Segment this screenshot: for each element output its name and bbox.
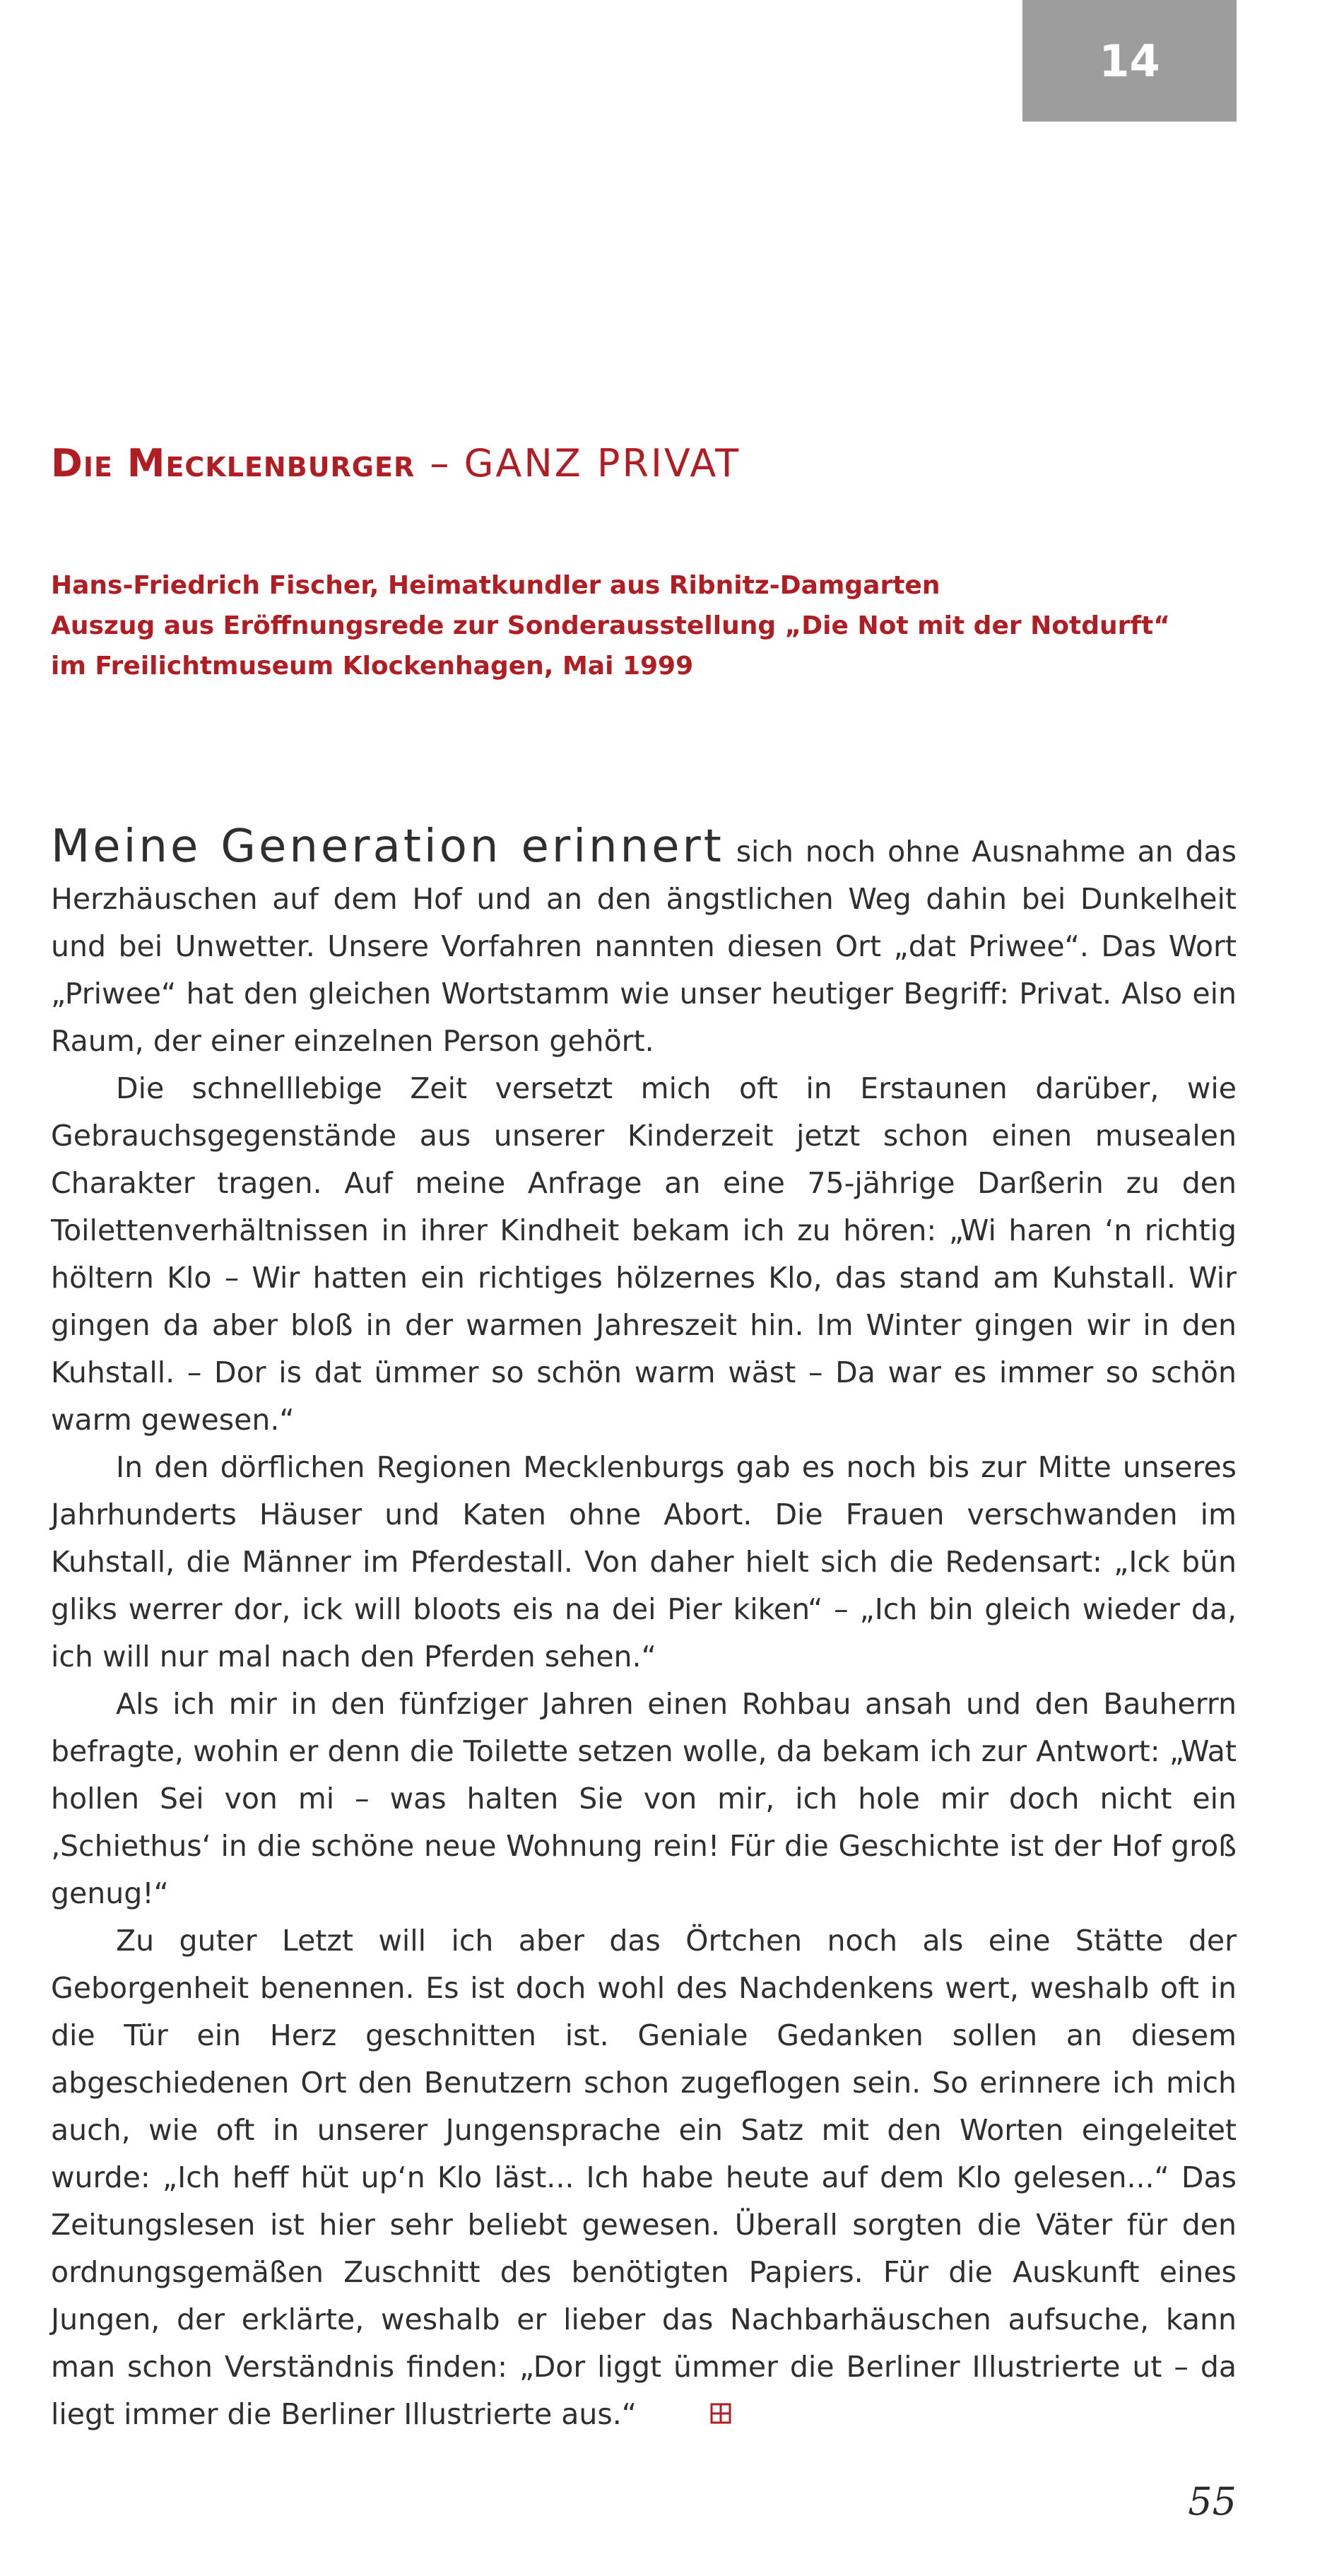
- end-ornament-icon: [645, 2392, 731, 2440]
- byline-author: Hans-Friedrich Fischer, Heimatkundler aus Ribnitz-Damgarten: [51, 571, 940, 600]
- title-main: Die Mecklenburger: [51, 441, 415, 486]
- paragraph-4: Als ich mir in den fünfziger Jahren einen Rohbau ansah und den Bauherrn befragte, wohin er denn die Toilette setzen wolle, da bekam ich zur Antwort: „Wat hollen Sei von mi – was halten Sie von mir, ich hole mir doch nicht ein ‚Schiethus‘ in die schöne neue Wohnung rein! Für die Geschichte ist der Hof groß genug!“: [51, 1687, 1237, 1910]
- chapter-number: 14: [1099, 35, 1160, 87]
- paragraph-5-text: Zu guter Letzt will ich aber das Örtchen noch als eine Stätte der Geborgenheit benennen. Es ist doch wohl des Nachdenkens wert, weshalb oft in die Tür ein Herz geschnitten ist. Geniale Gedanken sollen an diesem abgeschiedenen Ort den Benutzern schon zugeflogen sein. So erinnere ich mich auch, wie oft in unserer Jungensprache ein Satz mit den Worten eingeleitet wurde: „Ich heff hüt up‘n Klo läst... Ich habe heute auf dem Klo gelesen...“ Das Zeitungslesen ist hier sehr beliebt gewesen. Überall sorgten die Väter für den ordnungsgemäßen Zuschnitt des benötigten Papiers. Für die Auskunft eines Jungen, der erklärte, weshalb er lieber das Nachbarhäuschen aufsuche, kann man schon Verständnis finden: „Dor liggt ümmer die Berliner Illustrierte ut – da liegt immer die Berliner Illustrierte aus.“: [51, 1924, 1237, 2431]
- paragraph-5: [51, 1917, 1237, 2440]
- byline-venue: im Freilichtmuseum Klockenhagen, Mai 1999: [51, 652, 694, 681]
- paragraph-1: [51, 823, 1237, 1065]
- chapter-number-box: [1022, 0, 1237, 122]
- byline: [51, 565, 1170, 686]
- article-title: [51, 435, 741, 492]
- title-subtitle: GANZ PRIVAT: [464, 441, 741, 486]
- paragraph-3: In den dörflichen Regionen Mecklenburgs gab es noch bis zur Mitte unseres Jahrhunderts Häuser und Katen ohne Abort. Die Frauen verschwanden im Kuhstall, die Männer im Pferdestall. Von daher hielt sich die Redensart: „Ick bün gliks werrer dor, ick will bloots eis na dei Pier kiken“ – „Ich bin gleich wieder da, ich will nur mal nach den Pferden sehen.“: [51, 1450, 1237, 1674]
- article-body: [51, 823, 1237, 2440]
- byline-source: Auszug aus Eröffnungsrede zur Sonderausstellung „Die Not mit der Notdurft“: [51, 611, 1170, 640]
- title-dash: –: [430, 441, 449, 486]
- paragraph-2: Die schnelllebige Zeit versetzt mich oft in Erstaunen darüber, wie Gebrauchsgegenstände aus unserer Kinderzeit jetzt schon einen musealen Charakter tragen. Auf meine Anfrage an eine 75-jährige Darßerin zu den Toilettenverhältnissen in ihrer Kindheit bekam ich zu hören: „Wi haren ‘n richtig höltern Klo – Wir hatten ein richtiges hölzernes Klo, das stand am Kuhstall. Wir gingen da aber bloß in der warmen Jahreszeit hin. Im Winter gingen wir in den Kuhstall. – Dor is dat ümmer so schön warm wäst – Da war es immer so schön warm gewesen.“: [51, 1071, 1237, 1437]
- page-number: 55: [1188, 2479, 1237, 2524]
- paragraph-1-text: sich noch ohne Ausnahme an das Herzhäuschen auf dem Hof und an den ängstlichen Weg dahin bei Dunkelheit und bei Unwetter. Unsere Vorfahren nannten diesen Ort „dat Priwee“. Das Wort „Priwee“ hat den gleichen Wortstamm wie unser heutiger Begriff: Privat. Also ein Raum, der einer einzelnen Person gehört.: [51, 835, 1237, 1058]
- lead-in: Meine Generation erinnert: [51, 821, 724, 873]
